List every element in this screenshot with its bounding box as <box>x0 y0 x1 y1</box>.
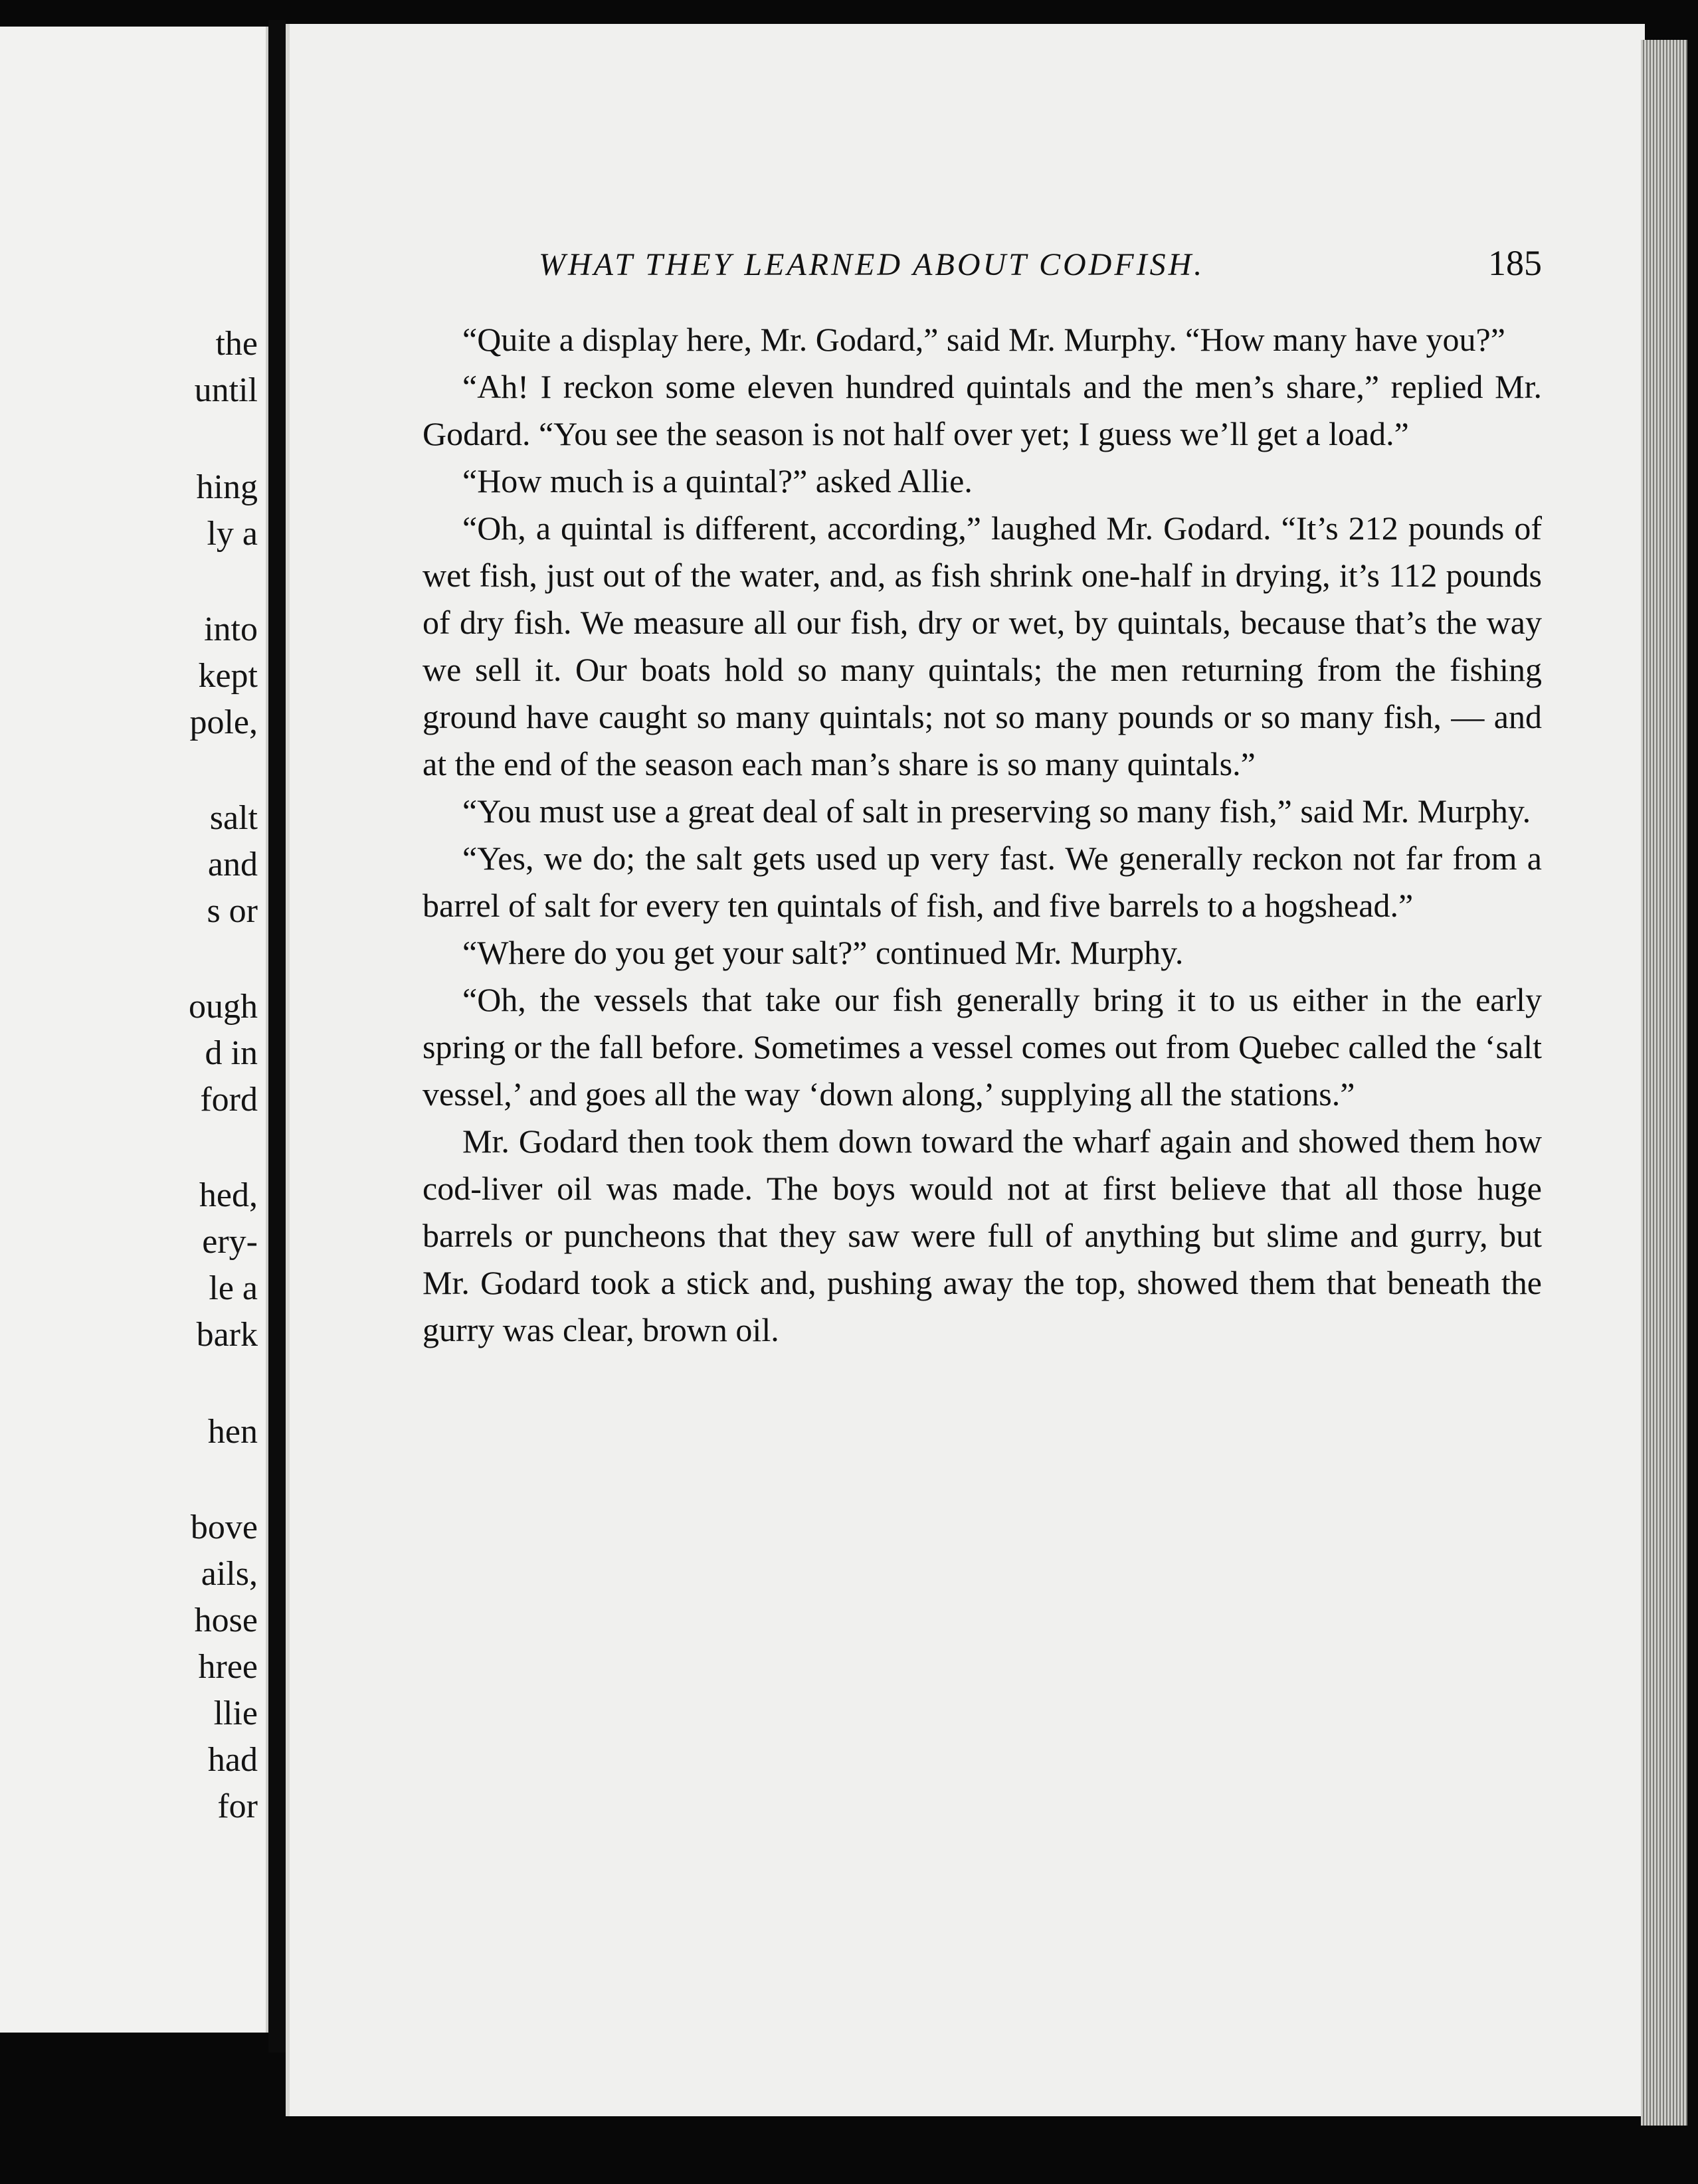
left-line-fragment: hing <box>196 468 258 506</box>
left-line-fragment: hen <box>207 1413 258 1451</box>
paragraph: “You must use a great deal of salt in preserving so many fish,” said Mr. Murphy. <box>462 792 1531 830</box>
left-line-fragment: had <box>207 1741 258 1779</box>
previous-page-fragment <box>0 27 268 2033</box>
paragraph: “Quite a display here, Mr. Godard,” said Mr. Murphy. “How many have you?” <box>462 321 1505 358</box>
left-line-fragment: le a <box>209 1269 258 1307</box>
page-number: 185 <box>1488 243 1542 283</box>
book-page <box>286 24 1645 2116</box>
paragraph: “Where do you get your salt?” continued Mr. Murphy. <box>462 934 1184 971</box>
left-line-fragment: until <box>194 371 258 409</box>
left-line-fragment: and <box>207 846 258 883</box>
left-line-fragment: hose <box>194 1601 258 1639</box>
paragraph: “Yes, we do; the salt gets used up very fast. We generally reckon not far from a barrel of salt for every ten quintals of fish, and five barrels to a hogshead.” <box>423 840 1542 924</box>
left-line-fragment: llie <box>213 1694 258 1732</box>
left-line-fragment: ford <box>200 1081 258 1119</box>
left-line-fragment: s or <box>207 892 258 930</box>
paragraph: Mr. Godard then took them down toward the wharf again and showed them how cod-liver oil was made. The boys would not at first believe that all those huge barrels or puncheons that they saw were full of anything but slime and gurry, but Mr. Godard took a stick and, pushing away the top, showed them that beneath the gurry was clear, brown oil. <box>423 1123 1542 1348</box>
left-line-fragment: bark <box>196 1316 258 1354</box>
left-line-fragment: ery- <box>202 1223 258 1261</box>
body-text <box>423 316 1542 1354</box>
left-line-fragment: ly a <box>207 515 258 553</box>
left-line-fragment: for <box>217 1787 258 1825</box>
running-title: WHAT THEY LEARNED ABOUT CODFISH. <box>539 247 1205 282</box>
left-line-fragment: ough <box>189 988 258 1026</box>
left-line-fragment: ails, <box>201 1555 258 1593</box>
paragraph: “How much is a quintal?” asked Allie. <box>462 462 973 500</box>
left-line-fragment: into <box>204 610 258 648</box>
left-line-fragment: d in <box>205 1034 258 1072</box>
paragraph: “Ah! I reckon some eleven hundred quintals and the men’s share,” replied Mr. Godard. “You see the season is not half over yet; I guess we’ll get a load.” <box>423 368 1542 452</box>
left-line-fragment: pole, <box>189 703 258 741</box>
book-gutter <box>268 20 286 2052</box>
left-line-fragment: salt <box>209 799 258 837</box>
running-head <box>539 243 1542 293</box>
left-line-fragment: kept <box>198 657 258 695</box>
left-line-fragment: the <box>215 325 258 363</box>
page-edges <box>1641 40 1687 2126</box>
paragraph: “Oh, a quintal is different, according,” laughed Mr. Godard. “It’s 212 pounds of wet fish, just out of the water, and, as fish shrink one-half in drying, it’s 112 pounds of dry fish. We measure all our fish, dry or wet, by quintals, because that’s the way we sell it. Our boats hold so many quintals; the men returning from the fishing ground have caught so many quintals; not so many pounds or so many fish, — and at the end of the season each man’s share is so many quintals.” <box>423 509 1542 782</box>
left-line-fragment: hree <box>198 1648 258 1686</box>
paragraph: “Oh, the vessels that take our fish generally bring it to us either in the early spring or the fall before. Sometimes a vessel comes out from Quebec called the ‘salt vessel,’ and goes all the way ‘down along,’ supplying all the stations.” <box>423 981 1542 1113</box>
left-line-fragment: bove <box>190 1508 258 1546</box>
left-line-fragment: hed, <box>199 1176 258 1214</box>
